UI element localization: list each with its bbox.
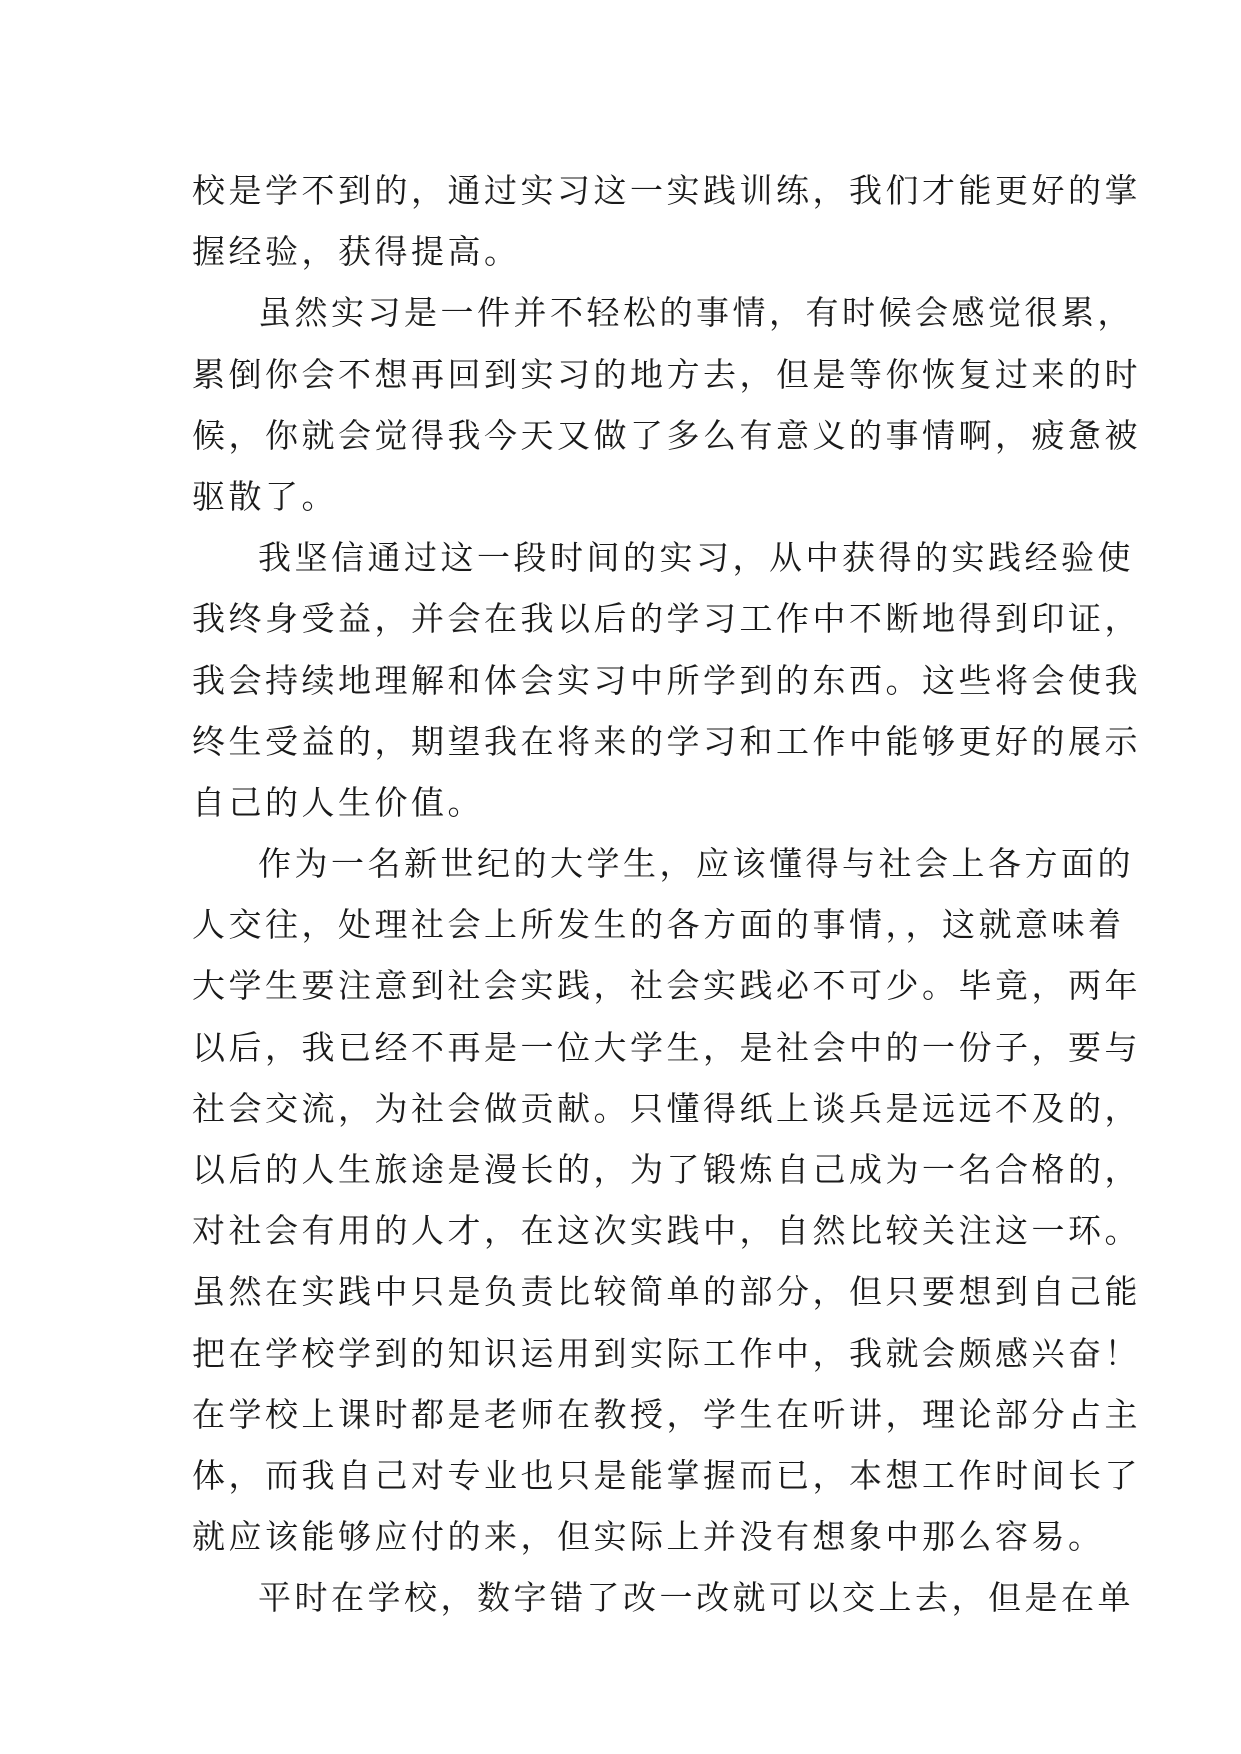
paragraph [192, 1567, 1134, 1628]
paragraph [192, 527, 1141, 833]
text-line: 以后，我已经不再是一位大学生，是社会中的一份子，要与 [192, 1027, 1141, 1067]
text-line: 把在学校学到的知识运用到实际工作中，我就会颇感兴奋！ [192, 1333, 1141, 1373]
text-line: 虽然在实践中只是负责比较简单的部分，但只要想到自己能 [192, 1272, 1141, 1312]
text-line: 社会交流，为社会做贡献。只懂得纸上谈兵是远远不及的， [192, 1088, 1141, 1128]
text-line: 累倒你会不想再回到实习的地方去，但是等你恢复过来的时 [192, 354, 1141, 394]
text-line: 就应该能够应付的来，但实际上并没有想象中那么容易。 [192, 1517, 1105, 1557]
text-line: 人交往，处理社会上所发生的各方面的事情，，这就意味着 [192, 905, 1125, 945]
paragraph [192, 833, 1141, 1567]
text-line: 我会持续地理解和体会实习中所学到的东西。这些将会使我 [192, 660, 1141, 700]
text-line: 我坚信通过这一段时间的实习，从中获得的实践经验使 [258, 538, 1134, 578]
body-text [192, 160, 1141, 1629]
text-line: 大学生要注意到社会实践，社会实践必不可少。毕竟，两年 [192, 966, 1141, 1006]
text-line: 作为一名新世纪的大学生，应该懂得与社会上各方面的 [258, 844, 1134, 884]
text-line: 我终身受益，并会在我以后的学习工作中不断地得到印证， [192, 599, 1141, 639]
paragraph [192, 282, 1141, 527]
text-line: 握经验，获得提高。 [192, 232, 521, 272]
paragraph [192, 160, 1141, 282]
text-line: 终生受益的，期望我在将来的学习和工作中能够更好的展示 [192, 721, 1141, 761]
text-line: 对社会有用的人才，在这次实践中，自然比较关注这一环。 [192, 1211, 1141, 1251]
text-line: 虽然实习是一件并不轻松的事情，有时候会感觉很累， [258, 293, 1134, 333]
text-line: 驱散了。 [192, 476, 338, 516]
text-line: 体，而我自己对专业也只是能掌握而已，本想工作时间长了 [192, 1455, 1141, 1495]
text-line: 以后的人生旅途是漫长的，为了锻炼自己成为一名合格的， [192, 1150, 1141, 1189]
text-line: 平时在学校，数字错了改一改就可以交上去，但是在单 [258, 1578, 1134, 1618]
text-line: 自己的人生价值。 [192, 782, 484, 822]
text-line: 在学校上课时都是老师在教授，学生在听讲，理论部分占主 [192, 1394, 1141, 1434]
text-line: 候，你就会觉得我今天又做了多么有意义的事情啊，疲惫被 [192, 415, 1141, 455]
text-line: 校是学不到的，通过实习这一实践训练，我们才能更好的掌 [192, 171, 1141, 210]
